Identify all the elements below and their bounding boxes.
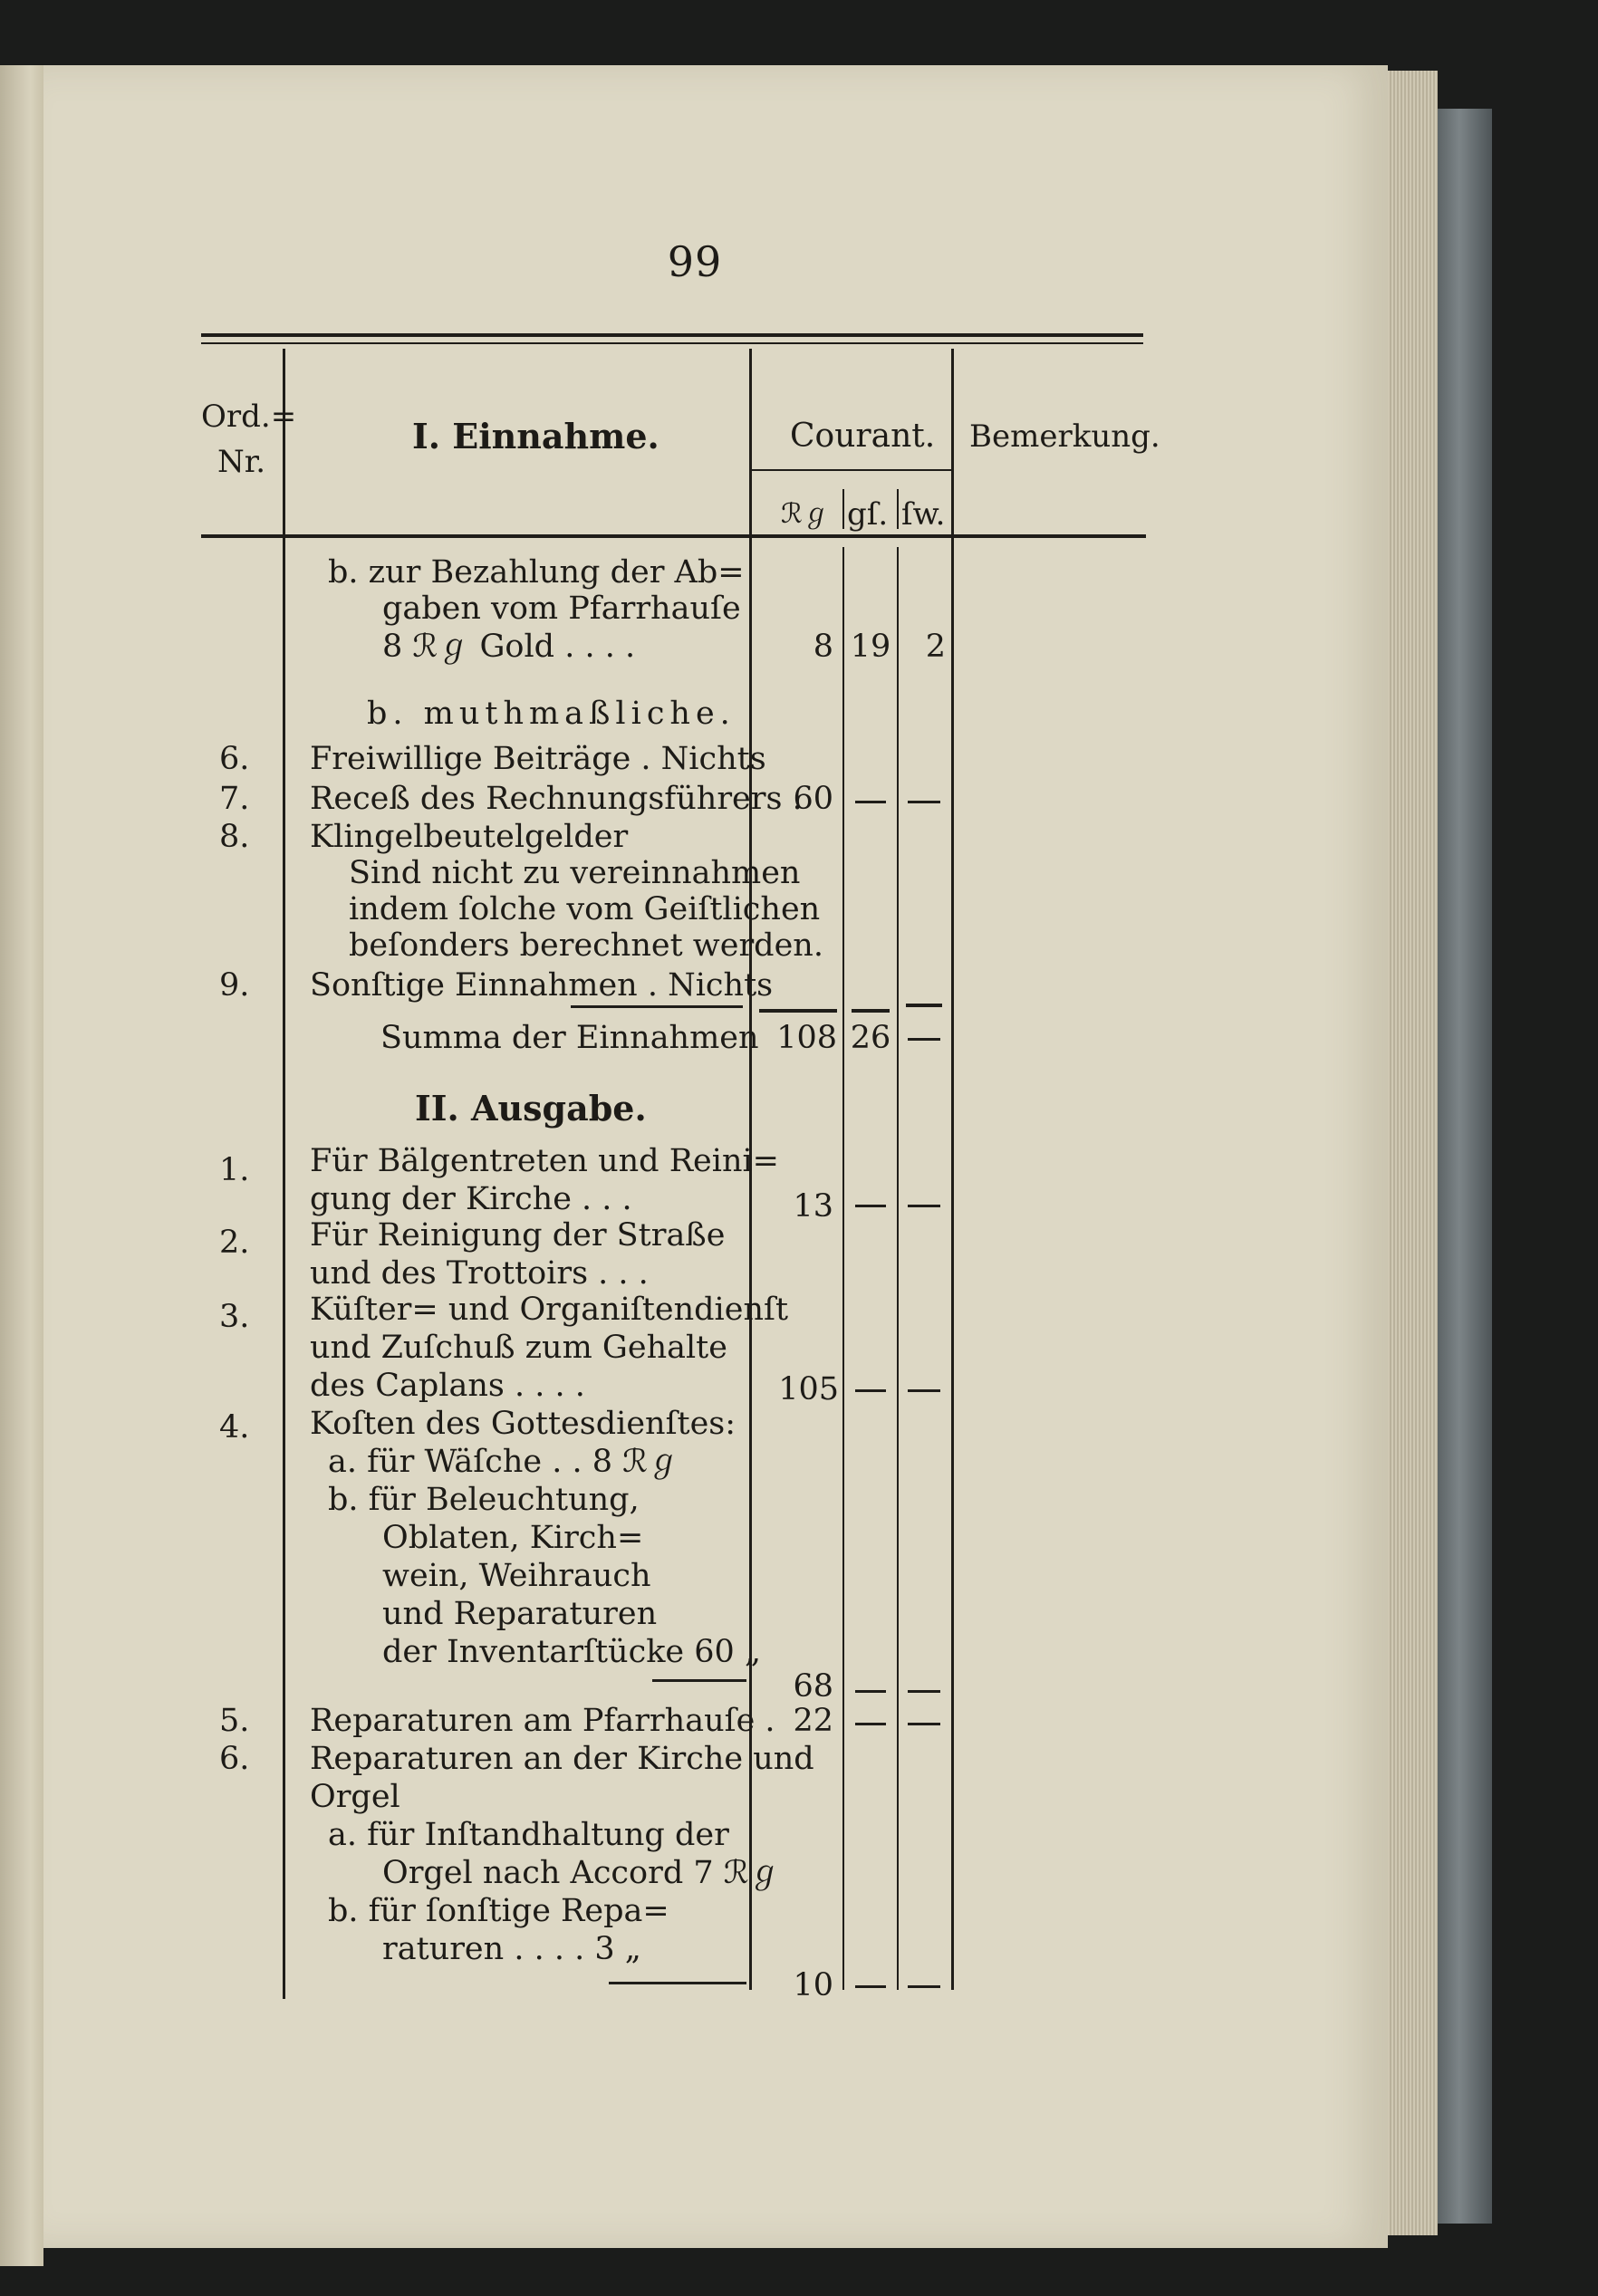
header-ord: Ord.= xyxy=(201,399,297,435)
ausgabe-title: II. Ausgabe. xyxy=(415,1088,647,1129)
ausgabe-1-line-1: Für Bälgentreten und Reini= xyxy=(310,1143,780,1179)
ausgabe-4-dash-pf xyxy=(908,1690,940,1693)
ausgabe-4b-line-2: Oblaten, Kirch= xyxy=(382,1520,644,1556)
ausgabe-3-value: 105 xyxy=(778,1371,839,1407)
einnahme-b-gr: 19 xyxy=(850,629,891,665)
ausgabe-5-value: 22 xyxy=(793,1703,833,1739)
ausgabe-6a-line-1: a. für Inſtandhaltung der xyxy=(328,1817,729,1853)
ausgabe-1-dash-gr xyxy=(855,1205,886,1207)
ausgabe-1-dash-pf xyxy=(908,1205,940,1207)
col-divider-nr xyxy=(283,349,285,1999)
ausgabe-4-nr: 4. xyxy=(219,1409,250,1446)
ausgabe-3-line-3: des Caplans . . . . xyxy=(310,1368,585,1404)
ausgabe-6b-line-2: raturen . . . . 3 „ xyxy=(382,1931,641,1967)
ausgabe-4-sum-rule xyxy=(652,1679,746,1682)
book-cover-edge xyxy=(1438,109,1492,2224)
ausgabe-4-dash-gr xyxy=(855,1690,886,1693)
einnahme-b-line-3: 8 ℛℊ Gold . . . . xyxy=(382,629,636,665)
ausgabe-6-dash-gr xyxy=(855,1985,886,1988)
einnahme-b-rthlr: 8 xyxy=(813,629,833,665)
ausgabe-4b-line-3: wein, Weihrauch xyxy=(382,1558,651,1594)
page-number: 99 xyxy=(667,237,723,286)
ausgabe-3-line-1: Küſter= und Organiſtendienſt xyxy=(310,1292,789,1328)
ausgabe-5-text: Reparaturen am Pfarrhauſe . xyxy=(310,1703,775,1739)
ausgabe-5-dash-gr xyxy=(855,1723,886,1725)
table-top-rule-2 xyxy=(201,342,1143,344)
einnahme-b-line-2: gaben vom Pfarrhauſe xyxy=(382,591,741,627)
col-divider-courant-2 xyxy=(897,547,899,1990)
header-einnahme: I. Einnahme. xyxy=(412,416,659,456)
row-7-nr: 7. xyxy=(219,781,250,817)
ausgabe-4b-line-4: und Reparaturen xyxy=(382,1596,658,1632)
muthmassliche-heading: b. muthmaßliche. xyxy=(367,696,736,732)
col-divider-bemerkung xyxy=(951,349,954,1990)
row-8-note-1: Sind nicht zu vereinnahmen xyxy=(349,855,801,891)
row-6-text: Freiwillige Beiträge . Nichts xyxy=(310,741,766,777)
ausgabe-4a: a. für Wäſche . . 8 ℛℊ xyxy=(328,1444,680,1480)
ausgabe-1-value: 13 xyxy=(793,1188,833,1225)
row-8-text: Klingelbeutelgelder xyxy=(310,819,629,855)
header-nr: Nr. xyxy=(217,444,266,480)
ausgabe-3-nr: 3. xyxy=(219,1299,250,1335)
header-bottom-rule xyxy=(201,534,1146,538)
row-8-note-2: indem ſolche vom Geiſtlichen xyxy=(349,891,821,927)
row-8-note-3: beſonders berechnet werden. xyxy=(349,927,823,964)
summa-rule-rthlr xyxy=(759,1009,837,1013)
header-courant: Courant. xyxy=(790,418,936,455)
table-top-rule xyxy=(201,333,1143,337)
col-divider-courant-1 xyxy=(842,547,844,1990)
einnahme-b-line-1: b. zur Bezahlung der Ab= xyxy=(328,554,745,591)
row-7-dash-pf xyxy=(908,801,940,803)
summa-rthlr: 108 xyxy=(776,1020,837,1056)
ausgabe-6b-line-1: b. für ſonſtige Repa= xyxy=(328,1893,669,1929)
row-7-text: Receß des Rechnungsführers . xyxy=(310,781,803,817)
ausgabe-5-dash-pf xyxy=(908,1723,940,1725)
summa-label: Summa der Einnahmen xyxy=(380,1020,759,1056)
header-bemerkung: Bemerkung. xyxy=(969,418,1160,455)
ausgabe-2-line-2: und des Trottoirs . . . xyxy=(310,1255,649,1292)
header-rthlr: ℛℊ xyxy=(781,498,830,530)
ausgabe-2-line-1: Für Reinigung der Straße xyxy=(310,1217,726,1254)
ausgabe-4b-line-5: der Inventarſtücke 60 „ xyxy=(382,1634,762,1670)
row-9-nr: 9. xyxy=(219,967,250,1004)
row-7-dash-gr xyxy=(855,801,886,803)
ausgabe-6-line-2: Orgel xyxy=(310,1779,400,1815)
facing-page-edge xyxy=(0,65,43,2266)
row-8-nr: 8. xyxy=(219,819,250,855)
col-divider-courant-top-2 xyxy=(897,489,899,529)
ausgabe-1-line-2: gung der Kirche . . . xyxy=(310,1181,632,1217)
summa-gr: 26 xyxy=(850,1020,891,1056)
header-gr: gſ. xyxy=(847,496,889,533)
ausgabe-2-nr: 2. xyxy=(219,1225,250,1261)
ausgabe-6-sum-rule xyxy=(609,1982,746,1984)
ausgabe-6-nr: 6. xyxy=(219,1741,250,1777)
ausgabe-5-nr: 5. xyxy=(219,1703,250,1739)
summa-rule-gr xyxy=(852,1009,890,1013)
row-6-nr: 6. xyxy=(219,741,250,777)
summa-rule-pf xyxy=(906,1004,942,1007)
ausgabe-3-dash-pf xyxy=(908,1389,940,1392)
row-9-text: Sonſtige Einnahmen . Nichts xyxy=(310,967,774,1004)
summa-rule-text xyxy=(571,1005,743,1008)
courant-subheader-rule xyxy=(752,469,951,471)
ausgabe-4-line-1: Koſten des Gottesdienſtes: xyxy=(310,1406,736,1442)
ausgabe-6-dash-pf xyxy=(908,1985,940,1988)
row-7-value: 60 xyxy=(793,781,833,817)
summa-dash-pf xyxy=(908,1038,940,1041)
ausgabe-1-nr: 1. xyxy=(219,1152,250,1188)
col-divider-courant-top-1 xyxy=(842,489,844,529)
ausgabe-4-total: 68 xyxy=(793,1668,833,1705)
page-block-edge xyxy=(1388,71,1438,2235)
ausgabe-4b-line-1: b. für Beleuchtung, xyxy=(328,1482,640,1518)
ausgabe-3-line-2: und Zuſchuß zum Gehalte xyxy=(310,1330,727,1366)
einnahme-b-pf: 2 xyxy=(925,629,946,665)
header-pf: ſw. xyxy=(901,496,946,533)
ausgabe-6a-line-2: Orgel nach Accord 7 ℛℊ xyxy=(382,1855,781,1891)
ausgabe-3-dash-gr xyxy=(855,1389,886,1392)
ausgabe-6-line-1: Reparaturen an der Kirche und xyxy=(310,1741,814,1777)
ausgabe-6-total: 10 xyxy=(793,1967,833,2003)
